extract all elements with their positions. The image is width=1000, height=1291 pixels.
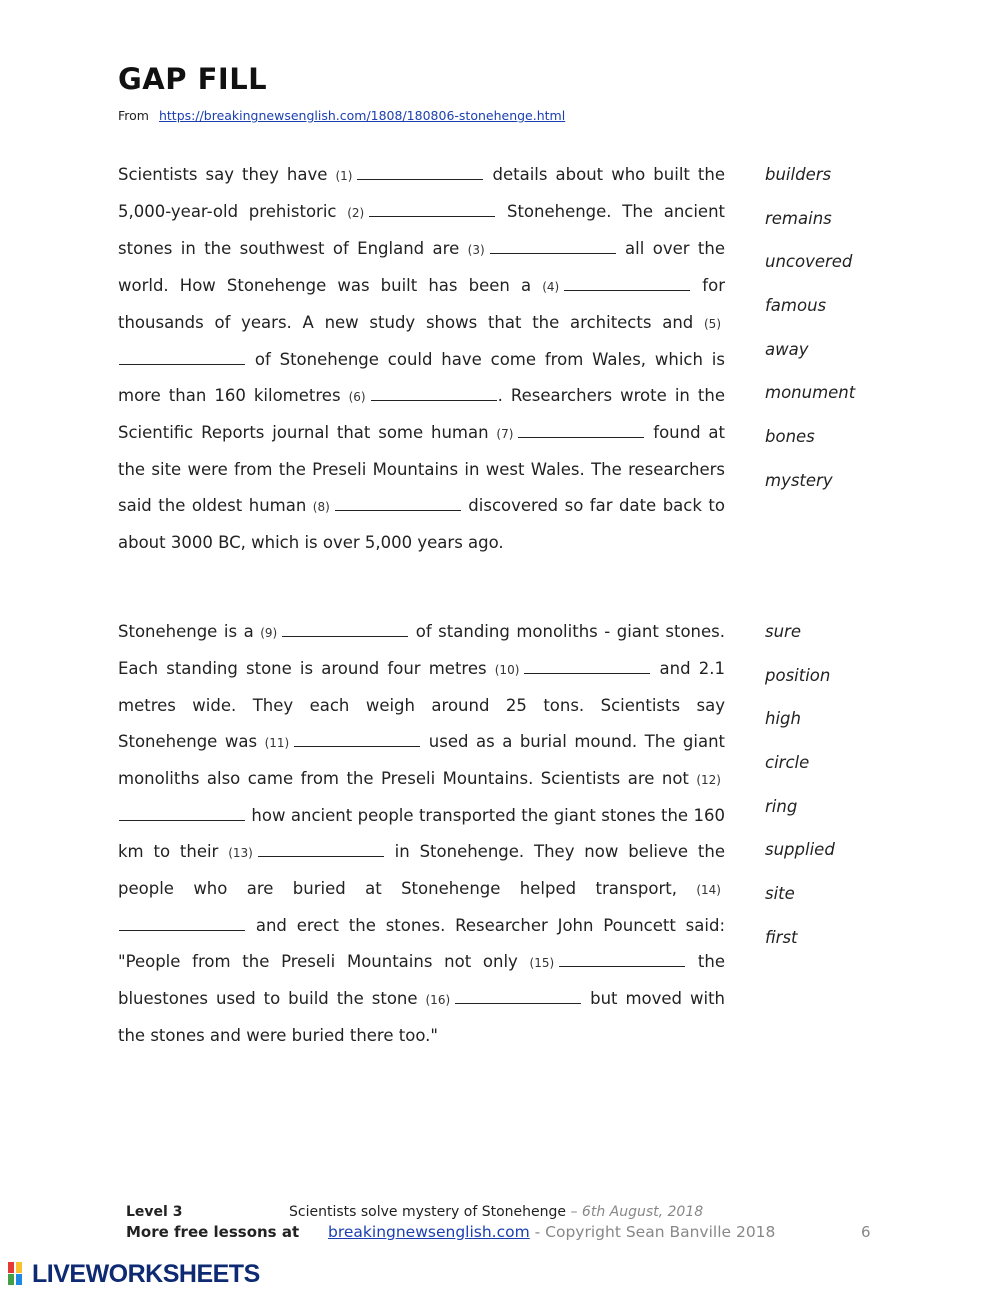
page-title: GAP FILL [118, 62, 268, 96]
word-bank-item: mystery [765, 470, 833, 490]
gap-blank-input[interactable] [518, 423, 644, 438]
source-link[interactable]: https://breakingnewsenglish.com/1808/180806-stonehenge.html [158, 108, 566, 123]
gap-blank-input[interactable] [282, 622, 408, 637]
gap-number: (4) [542, 280, 560, 294]
gap-blank-input[interactable] [524, 659, 650, 674]
gap-blank-input[interactable] [335, 496, 461, 511]
copyright: - Copyright Sean Banville 2018 [529, 1223, 776, 1241]
source-line [118, 108, 565, 123]
story-title: Scientists solve mystery of Stonehenge [289, 1204, 567, 1220]
word-bank-item: high [765, 709, 801, 729]
liveworksheets-logo[interactable] [8, 1259, 260, 1289]
word-bank-item: circle [765, 753, 810, 773]
logo-stripe [16, 1274, 22, 1285]
gap-number: (9) [260, 626, 278, 640]
word-bank-item: away [765, 339, 809, 359]
gap-number: (3) [467, 243, 485, 257]
gap-number: (13) [228, 846, 253, 860]
gap-blank-input[interactable] [119, 806, 245, 821]
gap-blank-input[interactable] [258, 842, 384, 857]
gap-number: (12) [696, 773, 721, 787]
liveworksheets-icon [8, 1262, 30, 1286]
logo-stripe [8, 1262, 14, 1273]
paragraph-2: Stonehenge is a (9) of standing monoliths - giant stones. Each standing stone is around four metres (10) and 2.1 metres wide. They each weigh around 25 tons. Scientists say Stonehenge was (11) used as a burial mound. The giant monoliths also came from the Preseli Mountains. Scientists are not (12) how ancient people transported the giant stones the 160 km to their (13) in Stonehenge. They now believe the people who are buried at Stonehenge helped transport, (14) and erect the stones. Researcher John Pouncett said: "People from the Preseli Mountains not only (15) the bluestones used to build the stone (16) but moved with the stones and were buried there too." [118, 622, 726, 1045]
word-bank-item: uncovered [765, 252, 853, 272]
footer [126, 1203, 886, 1243]
gap-number: (2) [347, 206, 365, 220]
page-number: 6 [861, 1223, 871, 1241]
gap-blank-input[interactable] [559, 952, 685, 967]
word-bank-1 [765, 157, 855, 507]
gap-blank-input[interactable] [357, 165, 483, 180]
gap-blank-input[interactable] [369, 202, 495, 217]
level-label: Level 3 [126, 1204, 183, 1220]
gap-number: (10) [494, 663, 520, 677]
gap-blank-input[interactable] [455, 989, 581, 1004]
word-bank-item: famous [765, 296, 827, 316]
word-bank-item: remains [765, 208, 832, 228]
word-bank-item: bones [765, 427, 815, 447]
more-lessons-link [328, 1221, 775, 1243]
gap-blank-input[interactable] [564, 276, 690, 291]
logo-stripe [16, 1262, 22, 1273]
gap-number: (5) [704, 317, 721, 331]
gap-blank-input[interactable] [371, 386, 497, 401]
story-info [289, 1203, 703, 1221]
word-bank-item: monument [765, 383, 856, 403]
word-bank-item: sure [765, 622, 801, 641]
word-bank-2 [765, 614, 835, 964]
paragraph-1: Scientists say they have (1) details about who built the 5,000-year-old prehistoric (2) Stonehenge. The ancient stones in the southwest of England are (3) all over the world. How Stonehenge was built has been a (4) for thousands of years. A new study shows that the architects and (5) of Stonehenge could have come from Wales, which is more than 160 kilometres (6) . Researchers wrote in the Scientific Reports journal that some human (7) found at the site were from the Preseli Mountains in west Wales. The researchers said the oldest human (8) discovered so far date back to about 3000 BC, which is over 5,000 years ago. [118, 165, 726, 552]
gap-number: (14) [696, 883, 721, 897]
word-bank-item: position [765, 665, 831, 685]
word-bank-item: ring [765, 796, 798, 816]
gap-blank-input[interactable] [294, 732, 420, 747]
logo-stripe [8, 1274, 14, 1285]
from-label: From [118, 108, 149, 123]
gap-blank-input[interactable] [119, 916, 245, 931]
gap-blank-input[interactable] [119, 350, 245, 365]
gap-number: (7) [496, 427, 514, 441]
gap-number: (16) [425, 993, 451, 1007]
word-bank-item: supplied [765, 840, 835, 860]
gap-number: (8) [312, 500, 330, 514]
gap-number: (15) [529, 956, 555, 970]
gap-number: (6) [348, 390, 366, 404]
site-link[interactable]: breakingnewsenglish.com [328, 1223, 530, 1241]
gap-blank-input[interactable] [490, 239, 616, 254]
gap-number: (11) [264, 736, 290, 750]
liveworksheets-logo-text: LIVEWORKSHEETS [32, 1259, 260, 1288]
word-bank-item: site [765, 884, 795, 904]
word-bank-item: first [765, 927, 798, 947]
gap-number: (1) [335, 169, 353, 183]
story-date: – 6th August, 2018 [566, 1204, 704, 1220]
more-lessons-label: More free lessons at [126, 1223, 300, 1241]
word-bank-item: builders [765, 165, 832, 184]
